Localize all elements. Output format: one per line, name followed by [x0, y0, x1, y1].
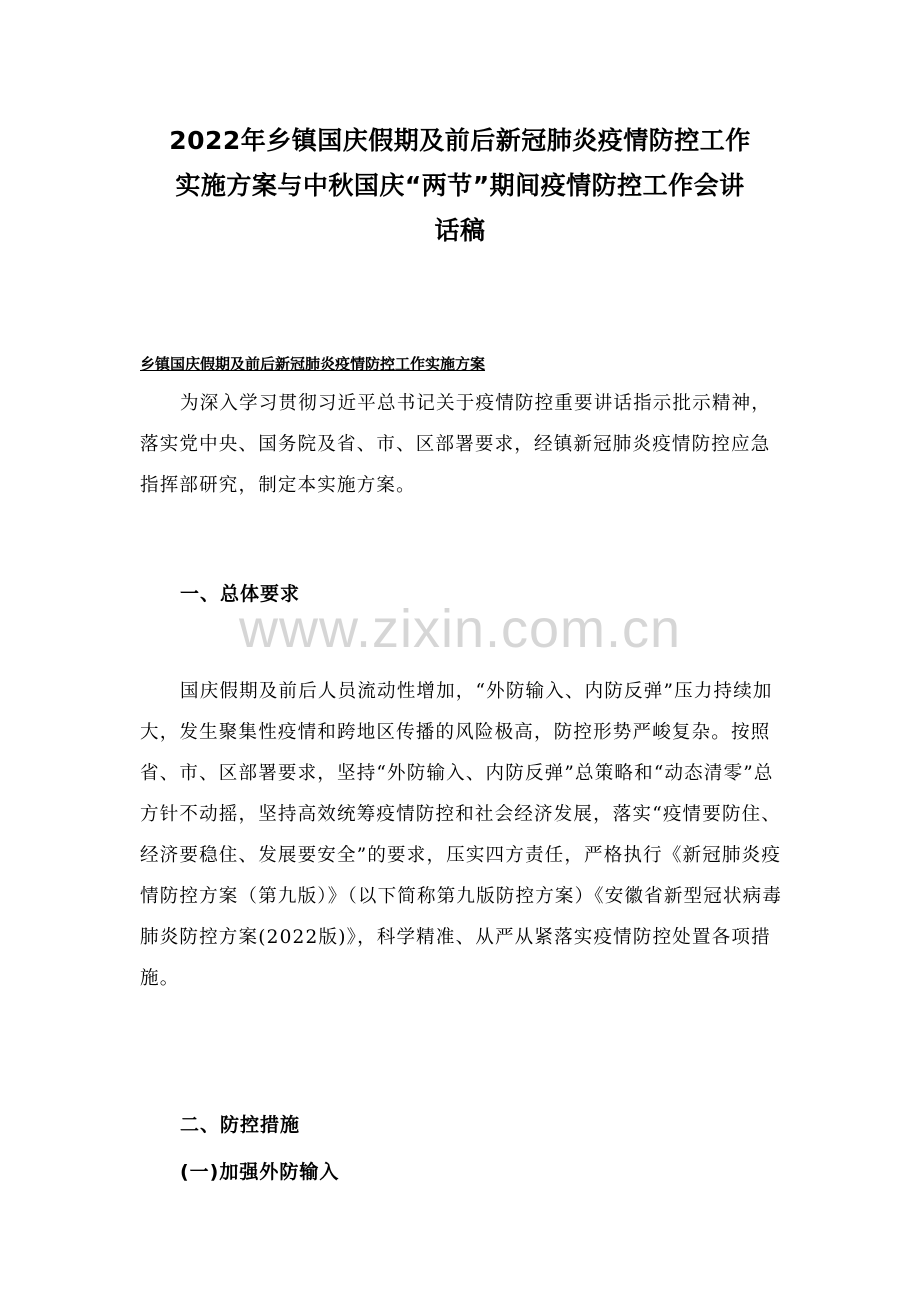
title-line-3: 话稿 — [434, 216, 486, 245]
watermark: www.zixin.com.cn — [238, 599, 682, 659]
title-line-1: 2022年乡镇国庆假期及前后新冠肺炎疫情防控工作 — [169, 126, 751, 155]
intro-paragraph: 为深入学习贯彻习近平总书记关于疫情防控重要讲话指示批示精神，落实党中央、国务院及省、市、区部署要求，经镇新冠肺炎疫情防控应急指挥部研究，制定本实施方案。 — [140, 393, 772, 496]
subsection-2-1-heading: (一)加强外防输入 — [180, 1161, 340, 1183]
title-line-2: 实施方案与中秋国庆“两节”期间疫情防控工作会讲 — [175, 171, 745, 200]
section-2-heading: 二、防控措施 — [180, 1114, 301, 1136]
section-1-body: 国庆假期及前后人员流动性增加，“外防输入、内防反弹”压力持续加大，发生聚集性疫情和跨地区传播的风险极高，防控形势严峻复杂。按照省、市、区部署要求，坚持“外防输入、内防反弹”总策略和“动态清零”总方针不动摇，坚持高效统筹疫情防控和社会经济发展，落实“疫情要防住、经济要稳住、发展要安全”的要求，压实四方责任，严格执行《新冠肺炎疫情防控方案（第九版）》（以下简称第九版防控方案）《安徽省新型冠状病毒肺炎防控方案(2022版)》，科学精准、从严从紧落实疫情防控处置各项措施。 — [140, 681, 783, 989]
section-1-heading: 一、总体要求 — [180, 583, 301, 605]
section-subtitle: 乡镇国庆假期及前后新冠肺炎疫情防控工作实施方案 — [140, 355, 486, 373]
document-title — [120, 118, 800, 253]
